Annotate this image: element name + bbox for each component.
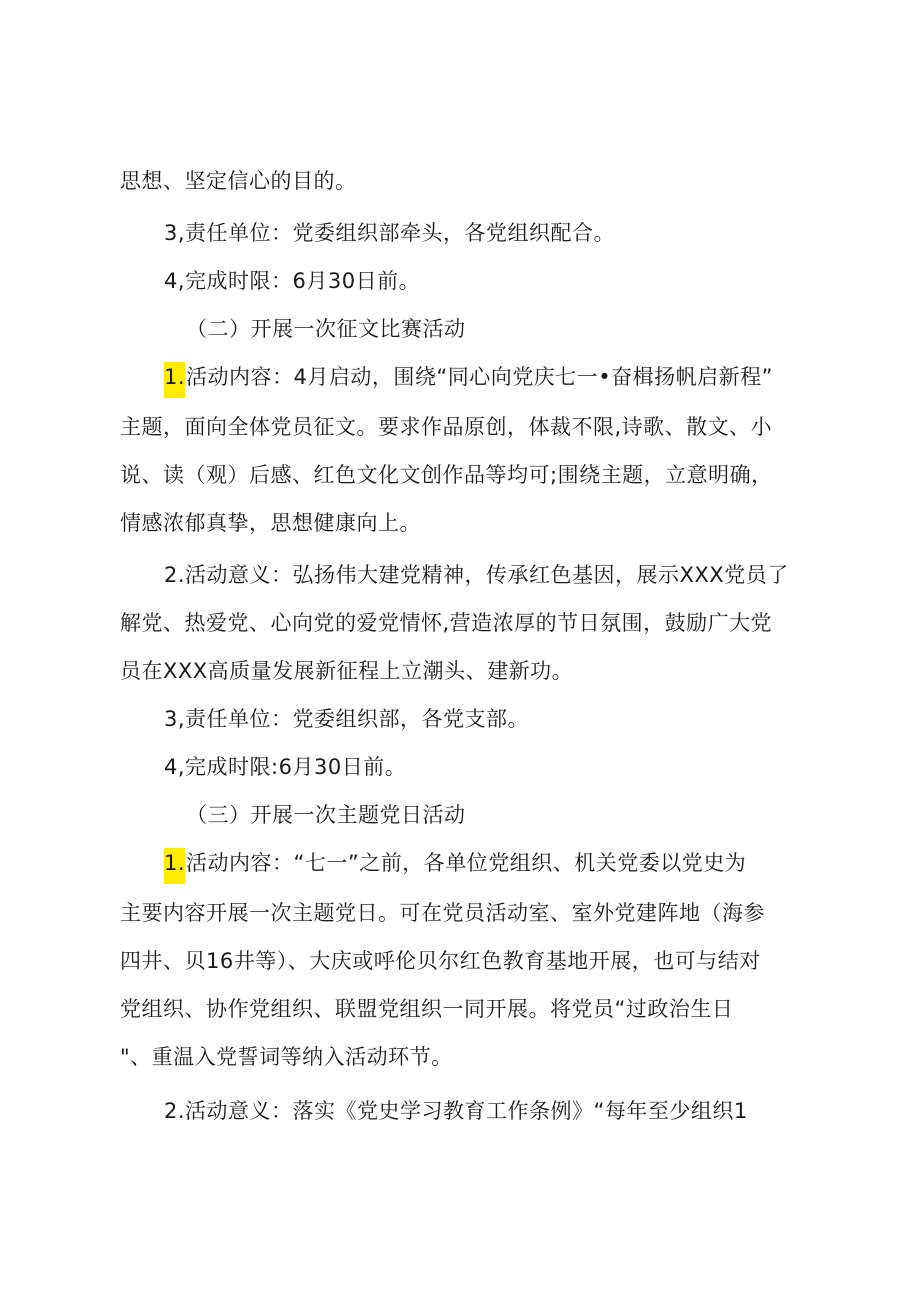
paragraph-line: 主题，面向全体党员征文。要求作品原创，体裁不限,诗歌、散文、小 [120,415,773,439]
section-heading: （二）开展一次征文比赛活动 [186,317,466,341]
paragraph-text: 活动内容：“七一”之前，各单位党组织、机关党委以党史为 [186,851,747,875]
paragraph-line: 说、读（观）后感、红色文化文创作品等均可;围绕主题，立意明确， [120,463,773,487]
paragraph-line: 4,完成时限:6月30日前。 [164,755,407,779]
paragraph-line: 3,责任单位：党委组织部，各党支部。 [164,707,530,731]
paragraph-line: 员在XXX高质量发展新征程上立潮头、建新功。 [120,659,574,683]
section-heading: （三）开展一次主题党日活动 [186,803,466,827]
paragraph-line: 2.活动意义：落实《党史学习教育工作条例》“每年至少组织1 [164,1099,748,1123]
paragraph-line: 主要内容开展一次主题党日。可在党员活动室、室外党建阵地（海参 [120,901,765,925]
highlighted-item-number: 1. [164,362,185,398]
paragraph-line [164,362,773,392]
paragraph-line: 四井、贝16井等）、大庆或呼伦贝尔红色教育基地开展，也可与结对 [120,949,761,973]
paragraph-line: 党组织、协作党组织、联盟党组织一同开展。将党员“过政治生日 [120,997,734,1021]
paragraph-line: "、重温入党誓词等纳入活动环节。 [120,1045,453,1069]
paragraph-line: 解党、热爱党、心向党的爱党情怀,营造浓厚的节日氛围，鼓励广大党 [120,611,773,635]
paragraph-line: 4,完成时限：6月30日前。 [164,269,421,293]
paragraph-line: 思想、坚定信心的目的。 [120,169,357,193]
highlighted-item-number: 1. [164,848,185,884]
paragraph-text: 活动内容：4月启动，围绕“同心向党庆七一•奋楫扬帆启新程” [186,365,774,389]
paragraph-line: 情感浓郁真挚，思想健康向上。 [120,511,421,535]
paragraph-line: 2.活动意义：弘扬伟大建党精神，传承红色基因，展示XXX党员了 [164,563,789,587]
paragraph-line: 3,责任单位：党委组织部牵头，各党组织配合。 [164,221,616,245]
paragraph-line [164,848,746,878]
